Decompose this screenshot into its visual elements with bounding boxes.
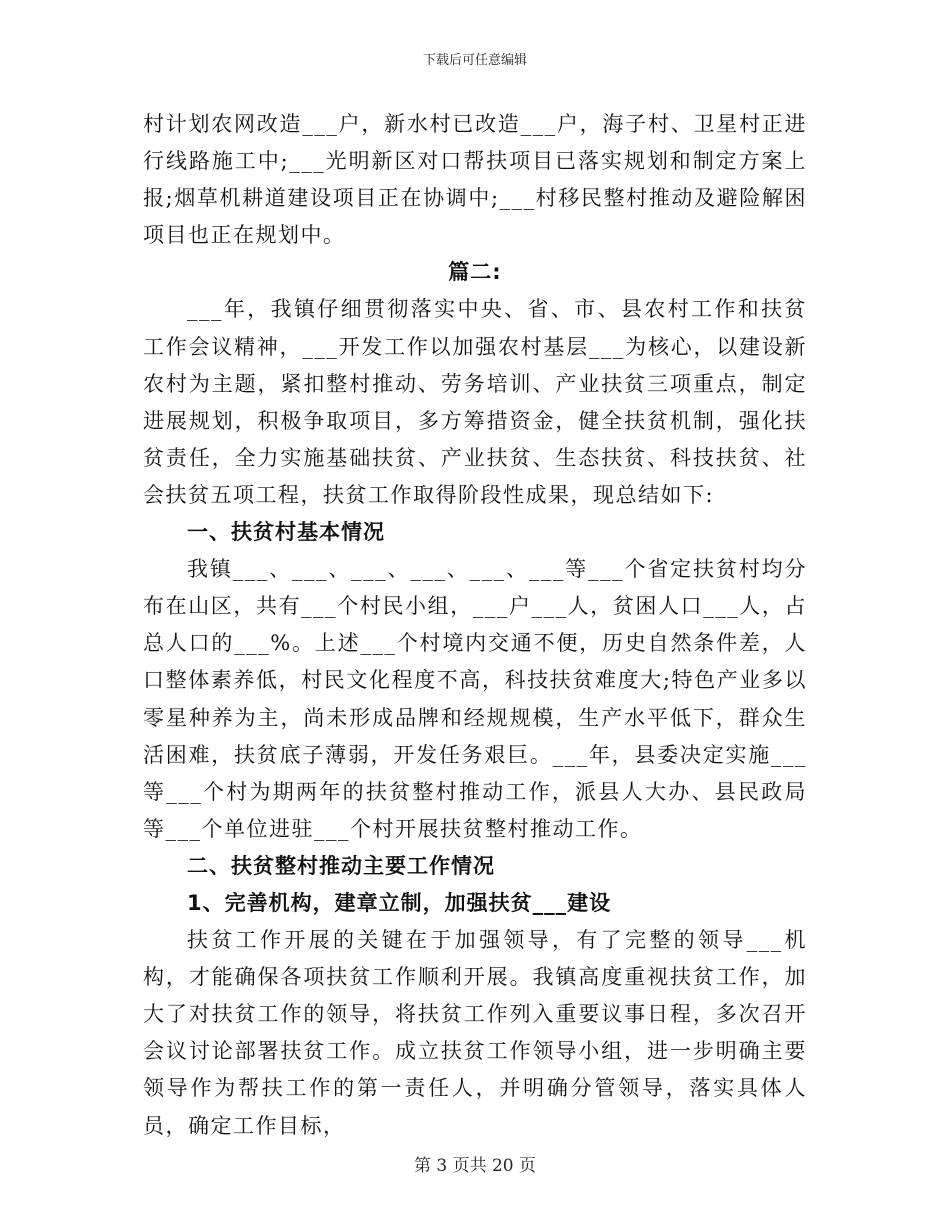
heading-basic-situation: 一、扶贫村基本情况	[187, 520, 385, 545]
document-body	[143, 106, 807, 1145]
paragraph-continuation: 村计划农网改造___户，新水村已改造___户，海子村、卫星村正进行线路施工中;___光明新区对口帮扶项目已落实规划和制定方案上报;烟草机耕道建设项目正在协调中;___村移民整村推动及避险解困项目也正在规划中。	[143, 112, 807, 248]
section-title: 篇二:	[448, 260, 502, 285]
paragraph-basic-situation: 我镇___、___、___、___、___、___等___个省定扶贫村均分布在山区，共有___个村民小组，___户___人，贫困人口___人，占总人口的___%。上述___个村境内交通不便，历史自然条件差，人口整体素养低，村民文化程度不高，科技扶贫难度大;特色产业多以零星种养为主，尚未形成品牌和经规规模，生产水平低下，群众生活困难，扶贫底子薄弱，开发任务艰巨。___年，县委决定实施___等___个村为期两年的扶贫整村推动工作，派县人大办、县民政局等___个单位进驻___个村开展扶贫整村推动工作。	[143, 557, 807, 841]
paragraph-organization: 扶贫工作开展的关键在于加强领导，有了完整的领导___机构，才能确保各项扶贫工作顺利开展。我镇高度重视扶贫工作，加大了对扶贫工作的领导，将扶贫工作列入重要议事日程，多次召开会议讨论部署扶贫工作。成立扶贫工作领导小组，进一步明确主要领导作为帮扶工作的第一责任人，并明确分管领导，落实具体人员，确定工作目标，	[143, 928, 807, 1138]
page-header: 下载后可任意编辑	[422, 53, 527, 68]
paragraph-intro: ___年，我镇仔细贯彻落实中央、省、市、县农村工作和扶贫工作会议精神，___开发工作以加强农村基层___为核心，以建设新农村为主题，紧扣整村推动、劳务培训、产业扶贫三项重点，制定进展规划，积极争取项目，多方筹措资金，健全扶贫机制，强化扶贫责任，全力实施基础扶贫、产业扶贫、生态扶贫、科技扶贫、社会扶贫五项工程，扶贫工作取得阶段性成果，现总结如下:	[143, 297, 807, 507]
page-number: 第 3 页共 20 页	[413, 1156, 537, 1176]
subheading-organization: 1、完善机构，建章立制，加强扶贫___建设	[187, 890, 612, 915]
heading-main-work: 二、扶贫整村推动主要工作情况	[187, 853, 495, 878]
